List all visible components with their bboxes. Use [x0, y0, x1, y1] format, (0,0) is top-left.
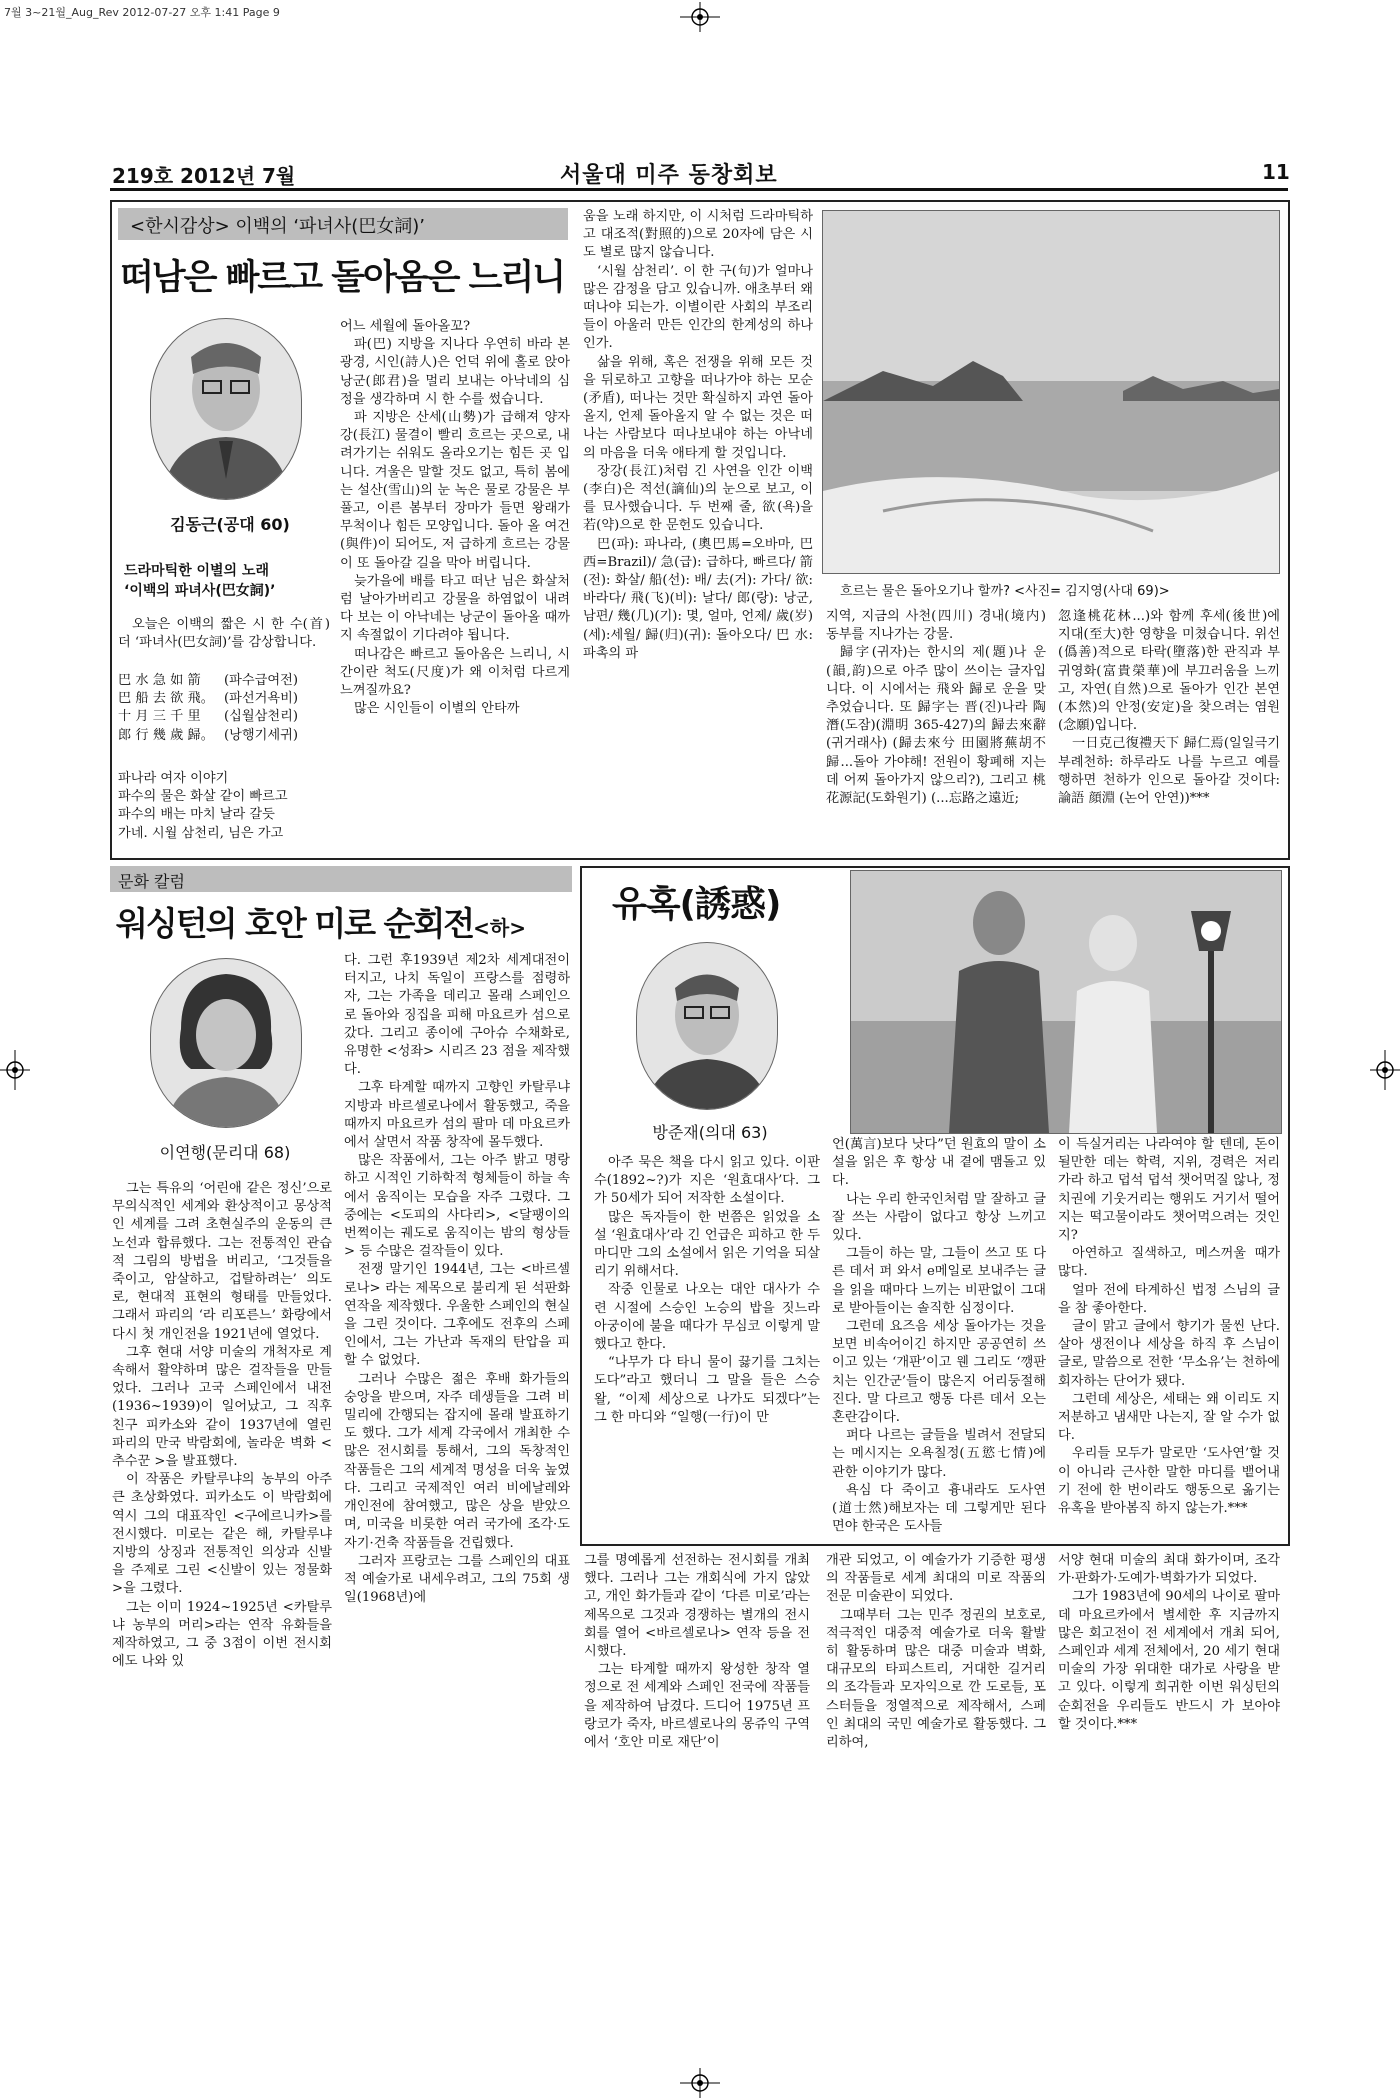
- poem-line: 郎 行 幾 歲 歸。 (낭행기세귀): [118, 727, 298, 743]
- article1-col2-para: 떠나감은 빠르고 돌아옴은 느리니, 시간이란 척도(尺度)가 왜 이처럼 다르게 느껴질까요?: [340, 646, 570, 699]
- article3-col2-para: 언(萬言)보다 낫다”던 원효의 말이 소설을 읽은 후 항상 내 곁에 맴돌고 있다.: [832, 1137, 1046, 1189]
- article1-col2-text: [340, 318, 570, 848]
- article3-col3-para: 이 득실거리는 나라여야 할 텐데, 돈이 될만한 데는 학력, 지위, 경력은 저리 가라 하고 덥석 덥석 챗어먹질 않나, 정치권에 기웃거리는 행위도 거기서 떨어지는 떡고물이라도 챗어먹으려는 것인지?: [1058, 1137, 1280, 1244]
- article1-poem: [118, 672, 330, 745]
- article3-col2-para: 나는 우리 한국인처럼 말 잘하고 글 잘 쓰는 사람이 없다고 항상 느끼고 있다.: [832, 1191, 1046, 1244]
- article3-col2-para: 그들이 하는 말, 그들이 쓰고 또 다른 데서 퍼 와서 e메일로 보내주는 글을 읽을 때마다 느끼는 비판없이 그대로 받아들이는 솔직한 심정이다.: [832, 1246, 1046, 1316]
- article3-col2-para: 퍼다 나르는 글들을 빌려서 전달되는 메시지는 오욕칠정(五慾七情)에 관한 이야기가 많다.: [832, 1428, 1046, 1480]
- author-photo-kim: [150, 318, 302, 500]
- author-caption-kim: 김동근(공대 60): [170, 515, 290, 534]
- article2-kicker: 문화 칼럼: [118, 872, 185, 891]
- article3-col3-para: 아연하고 질색하고, 메스꺼울 때가 많다.: [1058, 1246, 1280, 1280]
- article2-col3-text: [584, 1552, 810, 1800]
- article3-col2-para: 욕심 다 죽이고 흉내라도 도사연(道士然)해보자는 데 그렇게만 된다면야 한국은 도사들: [832, 1482, 1046, 1535]
- article3-col1-text: [594, 1154, 820, 1538]
- article2-col5-para: 그가 1983년에 90세의 나이로 팔마 데 마요르카에서 별세한 후 지금까지 많은 회고전이 전 세계에서 개최 되어, 스페인과 세계 전체에서, 20 세기 현대 미술의 가장 위대한 대가로 사랑을 받고 있다. 이렇게 희귀한 이번 워싱턴의 순회전을 우리들도 반드시 가 보아야 할 것이다.***: [1058, 1589, 1280, 1732]
- article3-col3-para: 글이 맑고 글에서 향기가 물씬 난다. 살아 생전이나 세상을 하직 후 스님이 글로, 말씀으로 전한 ‘무소유’는 천하에 회자하는 단어가 됐다.: [1058, 1319, 1280, 1389]
- poem-line: 巴 船 去 欲 飛。 (파선거욕비): [118, 691, 298, 707]
- article2-col2-para: 그러자 프랑코는 그를 스페인의 대표적 예술가로 내세우려고, 그의 75회 생일(1968년)에: [344, 1553, 570, 1606]
- article1-col4-para: 歸字(귀자)는 한시의 제(題)나 운(韻,韵)으로 아주 많이 쓰이는 글자입니다. 이 시에서는 飛와 歸로 운을 맞추었습니다. 또 歸字는 晋(진)나라 陶潛(도잠)(淵明 365-427)의 歸去來辭(귀거래사) (歸去來兮 田園將蕪胡不歸...돌아 가야해! 전원이 황폐해 지는데 어찌 돌아가지 않으리?), 그리고 桃花源記(도화원기) (...忘路之遠近;: [826, 645, 1046, 807]
- article1-col4-text: [826, 608, 1046, 850]
- article3-col2-para: 그런데 요즈음 세상 돌아가는 것을 보면 비속어이긴 하지만 공공연히 쓰이고 있는 ‘개판’이고 웬 그리도 ‘깽판치는 인간군’들이 많은지 어리둥절해진다. 말 다르고 행동 다른 데서 오는 혼란감이다.: [832, 1319, 1046, 1426]
- article2-col2-para: 전쟁 말기인 1944년, 그는 <바르셀로나> 라는 제목으로 불리게 된 석판화 연작을 제작했다. 우울한 스페인의 현실을 그린 것이다. 그후에도 전후의 스페인에서, 그는 가난과 독재의 탄압을 피할 수 없었다.: [344, 1262, 570, 1369]
- article3-col1-para: 아주 묵은 책을 다시 읽고 있다. 이판수(1892~?)가 지은 ‘원효대사’다. 그가 50세가 되어 저작한 소설이다.: [594, 1155, 820, 1207]
- poem-line: 十 月 三 千 里 (십월삼천리): [118, 709, 298, 725]
- article1-col3-text: [583, 208, 813, 850]
- article3-col3-para: 그런데 세상은, 세태는 왜 이리도 지저분하고 냄새만 나는지, 잘 알 수가 없다.: [1058, 1391, 1280, 1444]
- article3-col3-text: [1058, 1136, 1280, 1538]
- article2-col1-text: [112, 1180, 332, 2000]
- registration-mark-right: [1370, 1050, 1400, 1090]
- article2-col2-para: 그후 타계할 때까지 고향인 카탈루냐 지방과 바르셀로나에서 활동했고, 죽을 때까지 마요르카 섬의 팔마 데 마요르카에서 살면서 작품 창작에 몰두했다.: [344, 1080, 570, 1151]
- couple-photo: [850, 870, 1282, 1134]
- article1-subhead-2: ‘이백의 파녀사(巴女詞)’: [124, 583, 276, 599]
- article2-col1-para: 그는 특유의 ‘어린애 같은 정신’으로 무의식적인 세계와 환상적이고 몽상적인 세계를 그려 초현실주의 운동의 큰 노선과 합류했다. 그는 전통적인 관습적 그림의 방법을 버리고, ‘그것들을 죽이고, 암살하고, 겁탈하려는’ 의도로, 현대적 표현의 형태를 만들었다. 그래서 파리의 ‘라 리포른느’ 화랑에서 다시 첫 개인전을 1921년에 열었다.: [112, 1181, 332, 1342]
- author-caption-lee: 이연행(문리대 68): [159, 1143, 291, 1162]
- article1-headline: 떠남은 빠르고 돌아옴은 느리니: [120, 258, 565, 298]
- registration-mark-bottom: [680, 2068, 720, 2098]
- river-landscape-photo: [822, 210, 1280, 574]
- article1-col2-para: 파 지방은 산세(山勢)가 급해져 양자강(長江) 물결이 빨리 흐르는 곳으로, 내려가기는 쉬워도 올라오기는 힘든 곳 입니다. 겨울은 말할 것도 없고, 특히 봄에는 설산(雪山)의 눈 녹은 물로 강물은 부풀고, 이른 봄부터 장마가 들면 왕래가 무척이나 힘든 모양입니다. 돌아 올 여건(與件)이 되어도, 저 급하게 흐르는 강물이 또 돌아갈 길을 막아 버립니다.: [340, 410, 570, 571]
- article2-col2-text: [344, 952, 570, 2000]
- article2-headline-suffix: <하>: [473, 916, 526, 940]
- translation-line: 파수의 배는 마치 날라 갈듯: [118, 807, 275, 823]
- issue-label: 219호 2012년 7월: [112, 164, 296, 188]
- article2-col3-para: 그는 타계할 때까지 왕성한 창작 열정으로 전 세계와 스페인 전국에 작품들을 제작하여 남겼다. 드디어 1975년 프랑코가 죽자, 바르셀로나의 몽쥬익 구역에서 ‘호안 미로 재단’이: [584, 1662, 810, 1751]
- article2-col1-para: 이 작품은 카탈루냐의 농부의 아주 큰 초상화였다. 피카소도 이 박람회에 역시 그의 대표작인 <구에르니카>를 전시했다. 미로는 같은 해, 카탈루냐 지방의 상징과 전통적인 의상과 신발을 주제로 그린 <신발이 있는 정물화>을 그렸다.: [112, 1472, 332, 1597]
- publication-title: 서울대 미주 동창회보: [560, 163, 778, 188]
- article2-col2-para: 다. 그런 후1939년 제2차 세계대전이 터지고, 나치 독일이 프랑스를 점령하자, 그는 가족을 데리고 몰래 스페인으로 돌아와 징집을 피해 마요르카 섬으로 갔다. 그리고 종이에 구아슈 수채화로, 유명한 <성좌> 시리즈 23 점을 제작했다.: [344, 953, 570, 1078]
- article2-col4-para: 개관 되었고, 이 예술가가 기증한 평생의 작품들로 세계 최대의 미로 작품의 전문 미술관이 되었다.: [826, 1553, 1046, 1605]
- registration-mark-left: [0, 1050, 30, 1090]
- article1-poem-translation: [118, 770, 330, 843]
- article3-col3-para: 얼마 전에 타계하신 법정 스님의 글을 참 좋아한다.: [1058, 1282, 1280, 1316]
- article3-col2-text: [832, 1136, 1046, 1538]
- poem-line: 巴 水 急 如 箭 (파수급여전): [118, 673, 298, 688]
- article1-col5-text: [1058, 608, 1280, 850]
- article1-col4-para: 지역, 지금의 사천(四川) 경내(境内) 동부를 지나가는 강물.: [826, 609, 1046, 643]
- article3-col3-para: 우리들 모두가 말로만 ‘도사연’할 것이 아니라 근사한 말한 마디를 뱉어내기 전에 한 번이라도 행동으로 옮기는 유혹을 받아봄직 하지 않는가.***: [1058, 1446, 1280, 1517]
- article1-col2-para: 파(巴) 지방을 지나다 우연히 바라 본 광경, 시인(詩人)은 언덕 위에 홀로 앉아 낭군(郎君)을 멀리 보내는 아낙네의 심정을 생각하며 시 한 수를 썼습니다.: [340, 337, 570, 407]
- registration-mark-top: [680, 2, 720, 32]
- article2-col1-para: 그후 현대 서양 미술의 개척자로 계속해서 활약하며 많은 걸작들을 만들었다. 그러나 고국 스페인에서 내전(1936~1939)이 일어났고, 그 직후 친구 피카소와 같이 1937년에 열린 파리의 만국 박람회에, 놀라운 벽화 <추수꾼 >을 발표했다.: [112, 1344, 332, 1470]
- article1-col3-para: ‘시월 삼천리’. 이 한 구(句)가 얼마나 많은 감정을 담고 있습니까. 애초부터 왜 떠나야 되는가. 이별이란 사회의 부조리들이 아울러 만든 인간의 한계성의 하나인가.: [583, 263, 813, 352]
- article3-col1-para: “나무가 다 타니 물이 끓기를 그치는 도다”라고 했더니 그 말을 들은 스승 왈, “이제 세상으로 나가도 되겠다”는 그 한 마디와 “일행(一行)이 만: [594, 1355, 820, 1425]
- article1-col3-para: 巴(파): 파나라, (奧巴馬=오바마, 巴西=Brazil)/ 急(급): 급하다, 빠르다/ 箭(전): 화살/ 船(선): 배/ 去(거): 가다/ 欲: 바라다/ 飛(飞)(비): 날다/ 郎(랑): 낭군, 남편/ 幾(几)(기): 몇, 얼마, 언제/ 歲(岁)(세):세월/ 歸(归)(귀): 돌아오다/ 巴 水: 파촉의 파: [583, 536, 813, 661]
- header-rule: [110, 188, 1288, 191]
- article1-col3-para: 장강(長江)처럼 긴 사연을 인간 이백(李白)은 적선(謫仙)의 눈으로 보고, 이를 묘사했습니다. 두 번째 줄, 欲(욕)을 若(약)으로 한 문헌도 있습니다.: [583, 463, 813, 534]
- article1-col2-para: 많은 시인들이 이별의 안타까: [354, 701, 520, 717]
- article3-headline: 유혹(誘惑): [612, 884, 781, 925]
- article2-col2-para: 많은 작품에서, 그는 아주 밝고 명랑하고 시적인 기하학적 형체들이 하늘 속에서 움직이는 모습을 자주 그렸다. 그 중에는 <도피의 사다리>, <달팽이의 번쩍이는 궤도로 움직이는 밤의 형상들> 등 수많은 걸작들이 있다.: [344, 1153, 570, 1260]
- article2-headline-wrap: [116, 898, 526, 945]
- article3-col1-para: 작중 인물로 나오는 대안 대사가 수련 시절에 스승인 노승의 밥을 짓느라 아궁이에 불을 때다가 무심코 이렇게 말했다고 한다.: [594, 1282, 820, 1353]
- article2-col4-para: 그때부터 그는 민주 정권의 보호로, 적극적인 대중적 예술가로 더욱 활발히 활동하며 많은 대중 미술과 벽화, 대규모의 타피스트리, 거대한 길거리의 조각들과 모자익으로 깐 도로들, 포스터들을 정열적으로 제작해서, 스페인 최대의 국민 예술가로 활동했다. 그리하여,: [826, 1607, 1046, 1751]
- author-photo-bang: [636, 942, 778, 1110]
- article2-col1-para: 그는 이미 1924~1925년 <카탈루냐 농부의 머리>라는 연작 유화들을 제작하였고, 그 중 3점이 이번 전시회에도 나와 있: [112, 1599, 332, 1670]
- article1-col5-para: 一日克己復禮天下 歸仁焉(일일극기부례천하: 하루라도 나를 누르고 예를 행하면 천하가 인으로 돌아갈 것이다: 論語 顔淵 (논어 안연))***: [1058, 736, 1280, 807]
- author-caption-bang: 방준재(의대 63): [652, 1123, 768, 1142]
- article1-kicker: <한시감상> 이백의 ‘파녀사(巴女詞)’: [130, 216, 425, 237]
- article2-headline: 워싱턴의 호안 미로 순회전: [116, 904, 474, 943]
- article2-col4-text: [826, 1552, 1046, 1800]
- river-photo-caption: 흐르는 물은 돌아오기나 할까? <사진= 김지영(사대 69)>: [840, 584, 1170, 599]
- article1-col5-para: 忽逢桃花林...)와 함께 후세(後世)에 지대(至大)한 영향을 미쳤습니다. 위선(僞善)적으로 타락(墮落)한 관직과 부귀영화(富貴榮華)에 부끄러움을 느끼고, 자연(自然)으로 돌아가 인간 본연(本然)의 안정(安定)을 찾으려는 염원(念願)입니다.: [1058, 609, 1280, 734]
- article1-col2-para: 늦가을에 배를 타고 떠난 님은 화살처럼 날아가버리고 강물을 하염없이 내려다 보는 이 아낙네는 낭군이 돌아올 때까지 속절없이 기다려야 됩니다.: [340, 573, 570, 644]
- print-slug: 7월 3~21월_Aug_Rev 2012-07-27 오후 1:41 Page 9: [4, 6, 280, 19]
- article1-col2-para: 어느 세월에 돌아올꼬?: [340, 319, 471, 334]
- article1-col3-para: 움을 노래 하지만, 이 시처럼 드라마틱하고 대조적(對照的)으로 20자에 담은 시도 별로 많지 않습니다.: [583, 209, 813, 261]
- article2-col5-para: 서양 현대 미술의 최대 화가이며, 조각가·판화가·도예가·벽화가가 되었다.: [1058, 1553, 1280, 1587]
- article2-col5-text: [1058, 1552, 1280, 1800]
- translation-line: 파수의 물은 화살 같이 빠르고: [118, 789, 288, 805]
- article2-col2-para: 그러나 수많은 젊은 후배 화가들의 숭앙을 받으며, 자주 데생들을 그려 비밀리에 간행되는 잡지에 몰래 발표하기도 했다. 그가 세계 각국에서 개최한 수많은 전시회를 통해서, 그의 독창적인 작품들은 그의 세계적 명성을 더욱 높였다. 그리고 국제적인 여러 비에날레와 개인전에 참여했고, 많은 상을 받았으며, 미국을 비롯한 여러 국가에 조각·도자기·건축 작품들을 건립했다.: [344, 1371, 570, 1551]
- article3-col1-para: 많은 독자들이 한 번쯤은 읽었을 소설 ‘원효대사’라 긴 언급은 피하고 한 두 마디만 그의 소설에서 읽은 기억을 되살리기 위해서다.: [594, 1209, 820, 1280]
- article1-col1-text: [118, 616, 330, 656]
- article2-col3-para: 그를 명예롭게 선전하는 전시회를 개최했다. 그러나 그는 개회식에 가지 않았고, 개인 화가들과 같이 ‘다른 미로’라는 제목으로 그것과 경쟁하는 별개의 전시회를 열어 <바르셀로나> 연작 등을 전시했다.: [584, 1553, 810, 1660]
- author-photo-lee: [150, 958, 302, 1128]
- article1-col3-para: 삶을 위해, 혹은 전쟁을 위해 모든 것을 뒤로하고 고향을 떠나가야 하는 모순(矛盾), 떠나는 것만 확실하지 과연 돌아올지, 언제 돌아올지 알 수 없는 것은 떠나는 사람보다 떠나보내야 하는 아낙네의 마음을 더욱 애타게 할 것입니다.: [583, 354, 813, 461]
- article1-subhead-1: 드라마틱한 이별의 노래: [124, 563, 269, 579]
- translation-line: 파나라 여자 이야기: [118, 771, 229, 786]
- translation-line: 가네. 시월 삼천리, 님은 가고: [118, 825, 284, 841]
- page-number: 11: [1262, 160, 1290, 184]
- article1-col1-para: 오늘은 이백의 짧은 시 한 수(首) 더 ‘파녀사(巴女詞)’를 감상합니다.: [118, 617, 330, 651]
